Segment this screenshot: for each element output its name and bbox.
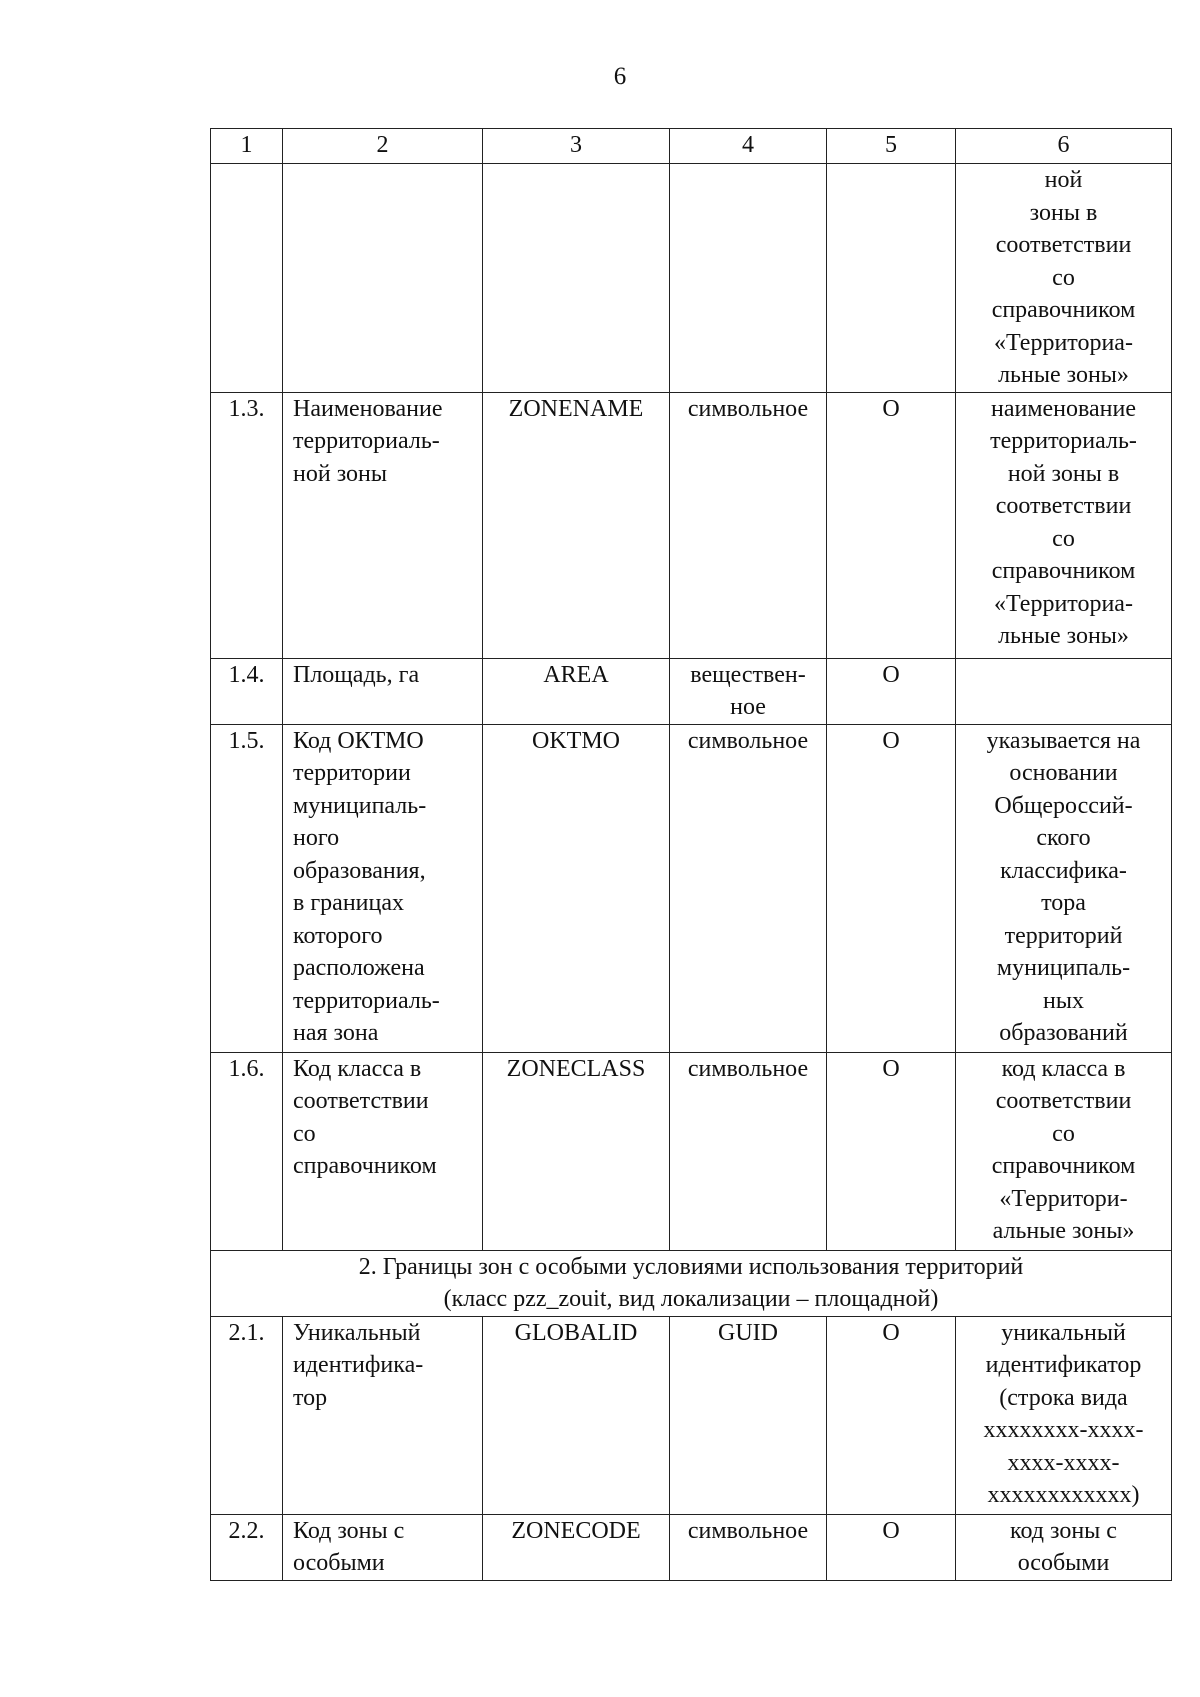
field-type: веществен- ное — [670, 658, 827, 724]
row-number: 1.6. — [211, 1052, 283, 1250]
required-flag — [827, 164, 956, 393]
required-flag: О — [827, 1514, 956, 1580]
row-number: 2.2. — [211, 1514, 283, 1580]
header-cell: 1 — [211, 129, 283, 164]
field-code: ZONECLASS — [483, 1052, 670, 1250]
field-description: код зоны с особыми — [956, 1514, 1172, 1580]
field-description: ной зоны в соответствии со справочником «Территориа- льные зоны» — [956, 164, 1172, 393]
header-cell: 5 — [827, 129, 956, 164]
row-number: 1.5. — [211, 724, 283, 1052]
required-flag: О — [827, 724, 956, 1052]
required-flag: О — [827, 1052, 956, 1250]
field-type — [670, 164, 827, 393]
header-cell: 2 — [283, 129, 483, 164]
row-number: 1.3. — [211, 392, 283, 658]
attribute-name: Наименование территориаль- ной зоны — [283, 392, 483, 658]
attribute-name: Площадь, га — [283, 658, 483, 724]
attribute-name: Код ОКТМО территории муниципаль- ного образования, в границах которого расположена территориаль- ная зона — [283, 724, 483, 1052]
field-type: символьное — [670, 392, 827, 658]
field-type: символьное — [670, 1052, 827, 1250]
table-row — [211, 1052, 1172, 1250]
table-row — [211, 1514, 1172, 1580]
table-row — [211, 658, 1172, 724]
field-code: GLOBALID — [483, 1316, 670, 1514]
field-code — [483, 164, 670, 393]
field-type: символьное — [670, 724, 827, 1052]
field-type: GUID — [670, 1316, 827, 1514]
table-row — [211, 724, 1172, 1052]
header-cell: 3 — [483, 129, 670, 164]
attribute-name: Уникальный идентифика- тор — [283, 1316, 483, 1514]
table-row — [211, 1316, 1172, 1514]
attribute-name — [283, 164, 483, 393]
field-type: символьное — [670, 1514, 827, 1580]
required-flag: О — [827, 392, 956, 658]
field-code: OKTMO — [483, 724, 670, 1052]
field-code: AREA — [483, 658, 670, 724]
field-code: ZONECODE — [483, 1514, 670, 1580]
field-description: наименование территориаль- ной зоны в соответствии со справочником «Территориа- льные зоны» — [956, 392, 1172, 658]
row-number: 1.4. — [211, 658, 283, 724]
field-description: уникальный идентификатор (строка вида xxxxxxxx-xxxx- xxxx-xxxx- xxxxxxxxxxxx) — [956, 1316, 1172, 1514]
header-cell: 6 — [956, 129, 1172, 164]
header-cell: 4 — [670, 129, 827, 164]
required-flag: О — [827, 658, 956, 724]
section-title: 2. Границы зон с особыми условиями использования территорий (класс pzz_zouit, вид локализации – площадной) — [211, 1250, 1172, 1316]
attributes-table — [210, 128, 1172, 1581]
section-heading-row — [211, 1250, 1172, 1316]
table-row — [211, 392, 1172, 658]
required-flag: О — [827, 1316, 956, 1514]
row-number — [211, 164, 283, 393]
attribute-name: Код класса в соответствии со справочником — [283, 1052, 483, 1250]
field-code: ZONENAME — [483, 392, 670, 658]
attribute-name: Код зоны с особыми — [283, 1514, 483, 1580]
field-description: код класса в соответствии со справочником «Территори- альные зоны» — [956, 1052, 1172, 1250]
field-description: указывается на основании Общероссий- ского классифика- тора территорий муниципаль- ных образований — [956, 724, 1172, 1052]
row-number: 2.1. — [211, 1316, 283, 1514]
field-description — [956, 658, 1172, 724]
table-header-row — [211, 129, 1172, 164]
page-number: 6 — [613, 63, 627, 90]
table-row — [211, 164, 1172, 393]
